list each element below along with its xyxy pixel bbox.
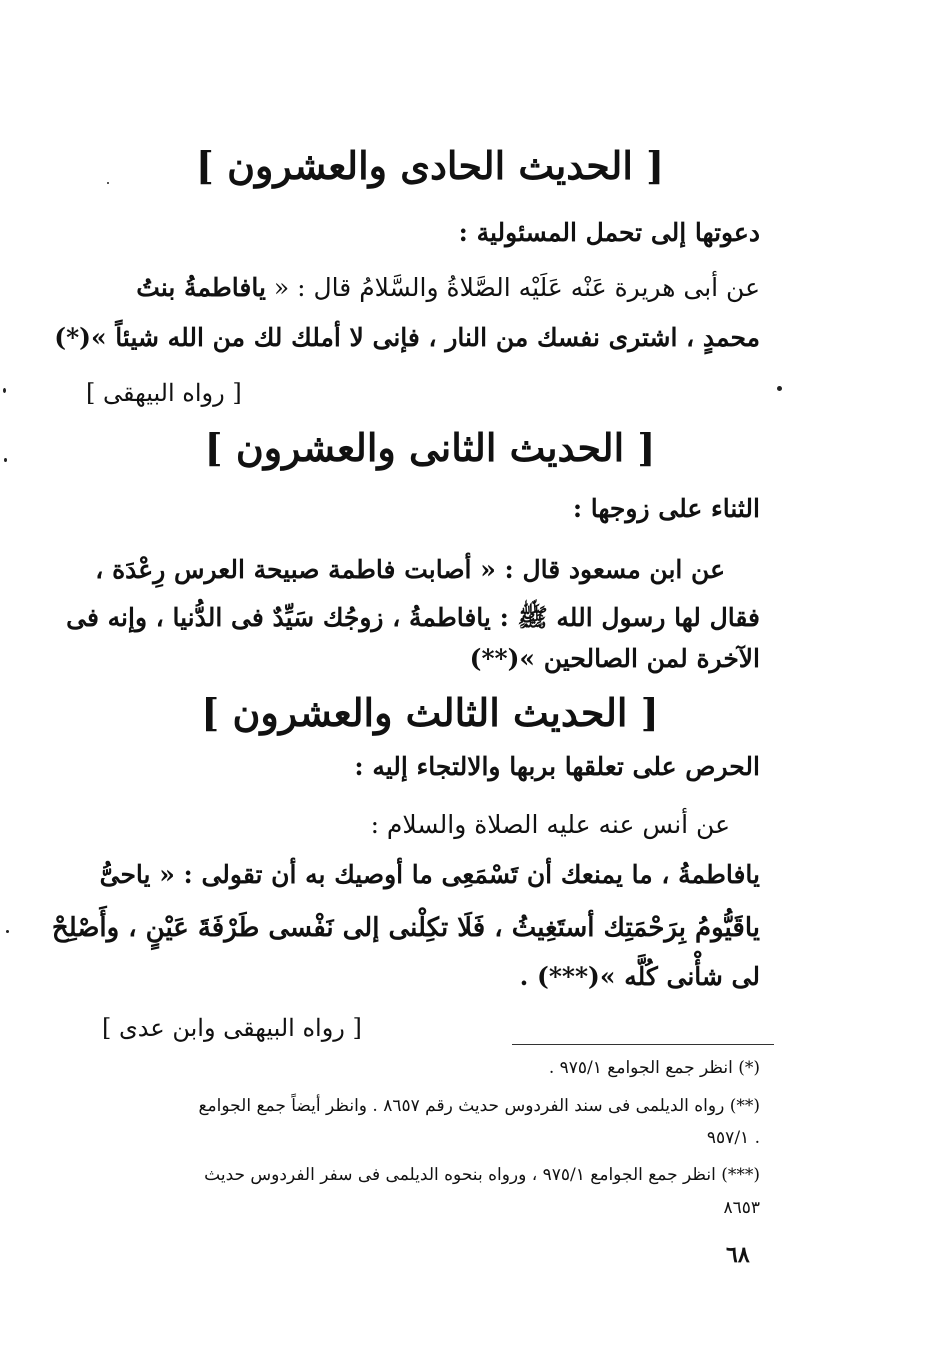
hadith-21-title: [ الحديث الحادى والعشرون ] [195, 143, 665, 188]
scan-speck [6, 930, 9, 933]
footnote-2: (**) رواه الديلمى فى سند الفردوس حديث رقم ٨٦٥٧ . وانظر أيضاً جمع الجوامع [198, 1096, 760, 1116]
hadith-21-subtitle: دعوتها إلى تحمل المسئولية : [458, 218, 760, 247]
hadith-22-line-2: فقال لها رسول الله ﷺ : يافاطمةُ ، زوجُك سَيِّدٌ فى الدُّنيا ، وإنه فى [66, 603, 760, 632]
hadith-21-line-1-intro: عن أبى هريرة عَنْه عَلَيْه الصَّلاةُ والسَّلامُ قال : « [273, 273, 760, 302]
hadith-22-line-1: عن ابن مسعود قال : « أصابت فاطمة صبيحة العرس رِعْدَة ، [95, 555, 725, 584]
hadith-23-line-4: لى شأْنى كُلَّه »(***) . [519, 962, 760, 991]
hadith-21-source: [ رواه البيهقى ] [86, 379, 242, 407]
scan-speck [107, 182, 109, 184]
hadith-22-title: [ الحديث الثانى والعشرون ] [204, 425, 656, 470]
footnote-2-continued: ٩٥٧/١ . [706, 1128, 760, 1148]
hadith-23-source: [ رواه البيهقى وابن عدى ] [102, 1014, 362, 1042]
scan-speck [3, 388, 6, 393]
footnote-3: (***) انظر جمع الجوامع ٩٧٥/١ ، ورواه بنحوه الديلمى فى سفر الفردوس حديث [204, 1165, 760, 1185]
hadith-23-subtitle: الحرص على تعلقها بربها والالتجاء إليه : [354, 752, 760, 781]
hadith-22-subtitle: الثناء على زوجها : [572, 494, 760, 523]
hadith-22-line-3: الآخرة لمن الصالحين »(**) [469, 644, 760, 673]
hadith-21-line-1 [80, 273, 760, 302]
hadith-23-title: [ الحديث الثالث والعشرون ] [201, 690, 659, 735]
hadith-23-line-2: يافاطمةُ ، ما يمنعك أن تَسْمَعِى ما أوصيك به أن تقولى : « ياحىُّ [99, 860, 760, 889]
scan-speck [4, 458, 7, 462]
hadith-23-line-3: ياقَيُّومُ بِرَحْمَتِك أستَغِيثُ ، فَلَا تكِلْنى إلى نَفْسى طَرْفَةَ عَيْنٍ ، وأَصْلِحْ [51, 913, 760, 943]
footnote-1: (*) انظر جمع الجوامع ٩٧٥/١ . [548, 1058, 760, 1078]
hadith-23-line-1: عن أنس عنه عليه الصلاة والسلام : [370, 810, 730, 839]
scan-speck [777, 386, 782, 391]
footnote-3-continued: ٨٦٥٣ [723, 1198, 760, 1218]
hadith-21-line-2: محمدٍ ، اشترى نفسك من النار ، فإنى لا أملك لك من الله شيئاً »(*) [54, 323, 760, 352]
footnote-rule [512, 1044, 774, 1045]
hadith-21-line-1-quote: يافاطمةُ بنتُ [136, 273, 266, 302]
page-number: ٦٨ [726, 1242, 750, 1268]
